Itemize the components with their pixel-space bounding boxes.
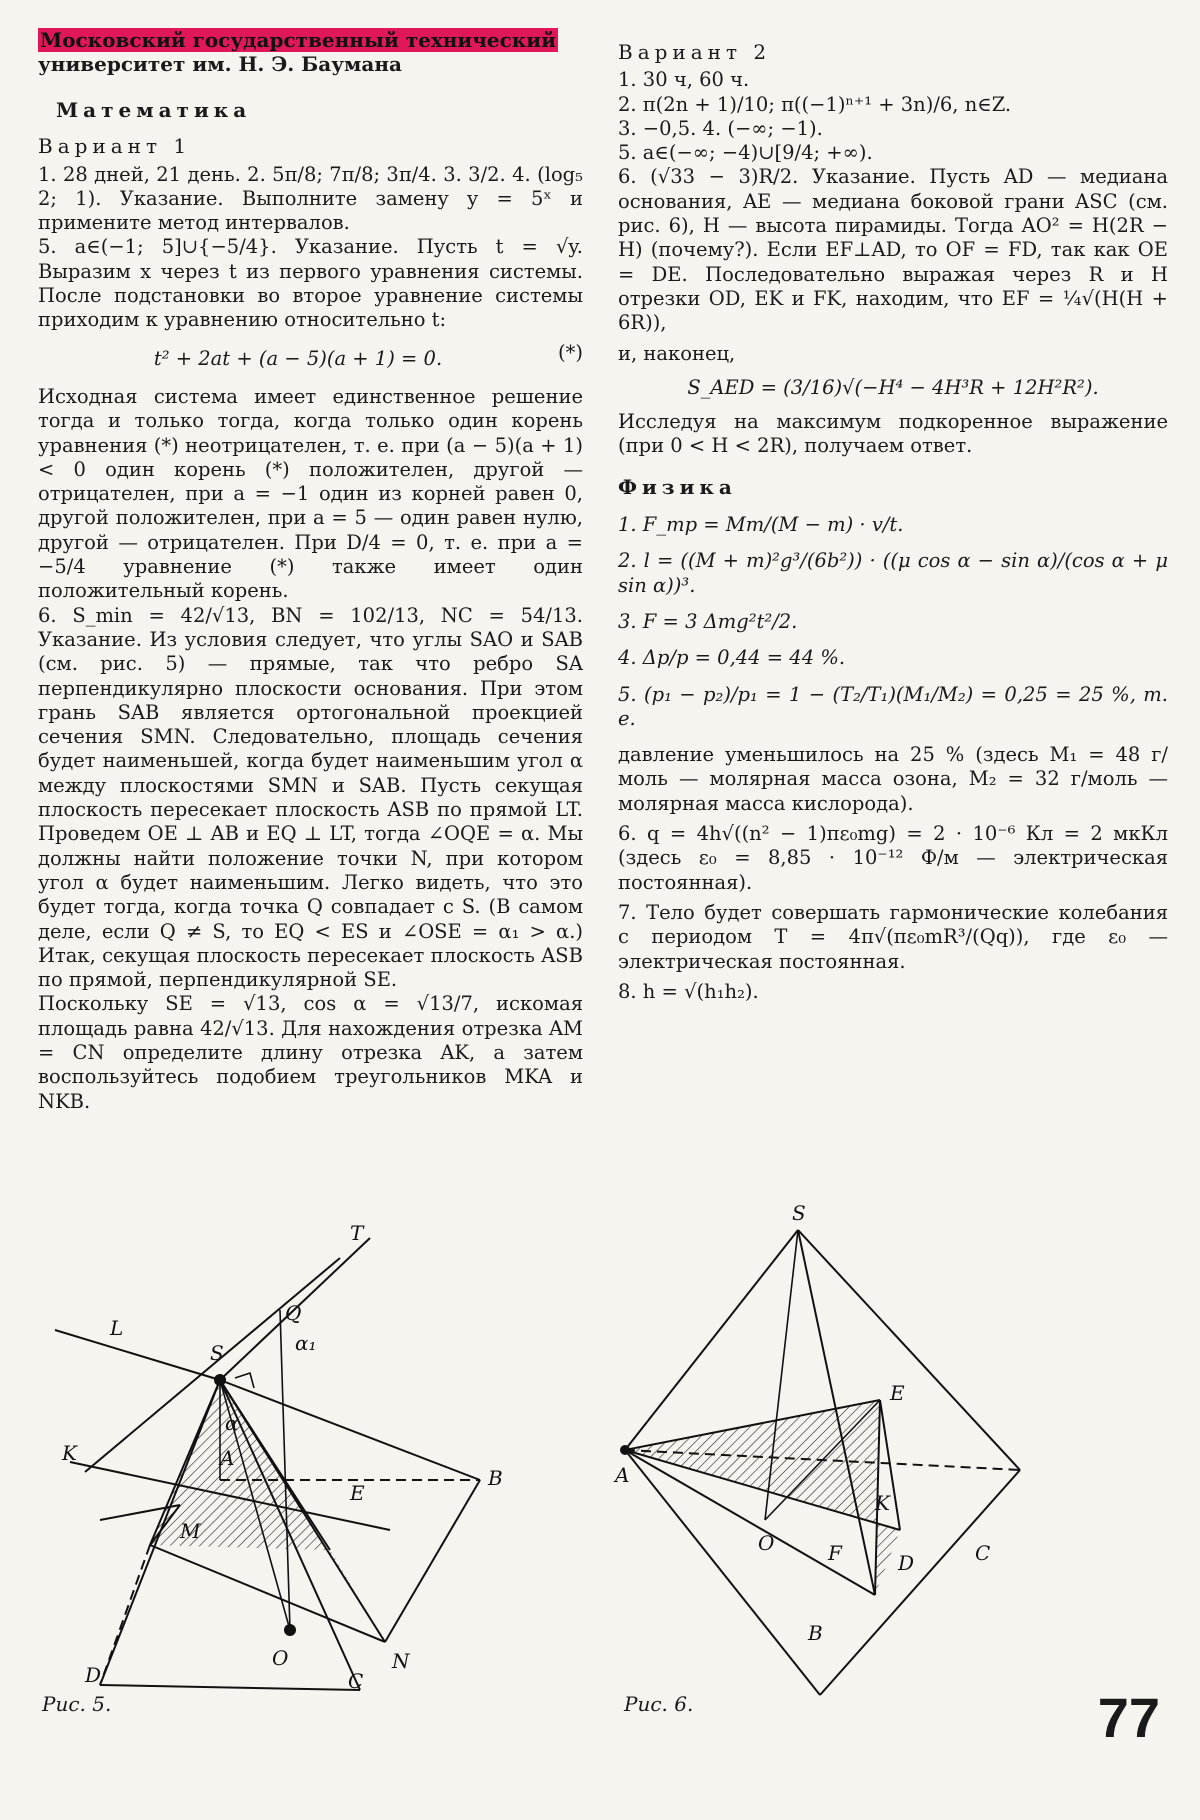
phys-answer-5-cont: давление уменьшилось на 25 % (здесь M₁ = 48 г/моль — молярная масса озона, M₂ = 32 г/моль — молярная масса кислорода). (618, 743, 1168, 815)
variant1-title: Вариант 1 (38, 134, 192, 159)
left-column (38, 28, 583, 1114)
v1-answer-5: 5. a∈(−1; 5]∪{−5/4}. Указание. Пусть t = √y. Выразим x через t из первого уравнения системы. После подстановки во второе уравнение системы приходим к уравнению относительно t: (38, 235, 583, 332)
figure-6-drawing (615, 1200, 1180, 1670)
fig5-label-Q: Q (285, 1301, 302, 1325)
institution-line-2: университет им. Н. Э. Баумана (38, 52, 402, 76)
institution-header (38, 28, 583, 76)
fig5-label-D: D (85, 1663, 102, 1687)
fig5-label-S: S (210, 1341, 224, 1365)
figure-6-caption: Рис. 6. (624, 1692, 694, 1716)
fig6-label-S: S (792, 1201, 806, 1225)
fig6-label-K: K (875, 1491, 890, 1515)
v2-answer-2: 2. π(2n + 1)/10; π((−1)ⁿ⁺¹ + 3n)/6, n∈Z. (618, 92, 1012, 116)
fig6-label-E: E (890, 1381, 905, 1405)
variant2-title: Вариант 2 (618, 40, 772, 64)
v1-answer-6-cont: Поскольку SE = √13, cos α = √13/7, искомая площадь равна 42/√13. Для нахождения отрезка AM = CN определите длину отрезка AK, а затем воспользуйтесь подобием треугольников MKA и NKB. (38, 992, 583, 1113)
right-column (618, 28, 1168, 1006)
v1-equation (38, 341, 583, 377)
fig5-label-L: L (110, 1316, 124, 1340)
phys-answer-1: 1. F_тр = Mm/(M − m) · v/t. (618, 513, 904, 537)
fig6-label-B: B (808, 1621, 823, 1645)
physics-section-title: Физика (618, 474, 737, 499)
v1-answer-5-cont: Исходная система имеет единственное решение тогда и только тогда, когда только один корень уравнения (*) неотрицателен, т. е. при (a − 5)(a + 1) < 0 один корень (*) положителен, другой — отрицателен, при a = −1 один из корней равен 0, другой положителен, при a = 5 — один равен нулю, другой — отрицателен. При D/4 = 0, т. е. при a = −5/4 уравнение (*) также имеет один положительный корень. (38, 384, 583, 603)
figure-5 (40, 1210, 600, 1716)
phys-answer-3: 3. F = 3 Δmg²t²/2. (618, 609, 798, 633)
fig5-label-M: M (180, 1519, 201, 1543)
v1-equation-mark: (*) (558, 340, 583, 364)
page-number: 77 (1097, 1686, 1160, 1749)
v1-equation-text: t² + 2at + (a − 5)(a + 1) = 0. (153, 346, 443, 370)
phys-answer-4: 4. Δp/p = 0,44 = 44 %. (618, 646, 846, 670)
physics-answers (618, 513, 1168, 1004)
math-section-title: Математика (56, 98, 252, 122)
v1-answer-6: 6. S_min = 42/√13, BN = 102/13, NC = 54/13. Указание. Из условия следует, что углы SAO и SAB (см. рис. 5) — прямые, так что ребро SA перпендикулярно плоскости основания. При этом грань SAB является ортогональной проекцией сечения SMN. Следовательно, площадь сечения будет наименьшей, когда будет наименьшим угол α между плоскостями SMN и SAB. Пусть секущая плоскость пересекает плоскость ASB по прямой LT. Проведем OE ⊥ AB и EQ ⊥ LT, тогда ∠OQE = α. Мы должны найти положение точки N, при котором угол α будет наименьшим. Легко видеть, что это будет тогда, когда точка Q совпадает с S. (В самом деле, если Q ≠ S, то EQ < ES и ∠OSE = α₁ > α.) Итак, секущая плоскость пересекает плоскость ASB по прямой, перпендикулярной SE. (38, 603, 583, 992)
phys-answer-5: 5. (p₁ − p₂)/p₁ = 1 − (T₂/T₁)(M₁/M₂) = 0,25 = 25 %, т. е. (618, 682, 1168, 730)
fig5-label-alpha: α (225, 1411, 239, 1435)
phys-answer-6: 6. q = 4h√((n² − 1)πε₀mg) = 2 · 10⁻⁶ Кл = 2 мкКл (здесь ε₀ = 8,85 · 10⁻¹² Ф/м — электрическая постоянная). (618, 822, 1168, 894)
fig5-label-O: O (272, 1646, 289, 1670)
fig6-label-A: A (615, 1463, 630, 1487)
phys-answer-8: 8. h = √(h₁h₂). (618, 979, 759, 1003)
fig6-label-D: D (898, 1551, 915, 1575)
fig5-label-T: T (350, 1221, 364, 1245)
v2-answer-6: 6. (√33 − 3)R/2. Указание. Пусть AD — медиана основания, AE — медиана боковой грани ASC (см. рис. 6), H — высота пирамиды. Тогда AO² = H(2R − H) (почему?). Если EF⊥AD, то OF = FD, так как OE = DE. Последовательно выражая через R и H отрезки OD, EK и FK, находим, что EF = ¼√(H(H + 6R)), (618, 165, 1168, 335)
fig6-label-O: O (758, 1531, 775, 1555)
fig5-label-C: C (348, 1669, 364, 1693)
v2-equation: S_AED = (3/16)√(−H⁴ − 4H³R + 12H²R²). (687, 375, 1099, 399)
v2-answer-6-cont: и, наконец, (618, 341, 736, 365)
fig6-label-F: F (828, 1541, 842, 1565)
v2-answer-5: 5. a∈(−∞; −4)∪[9/4; +∞). (618, 141, 873, 165)
fig5-label-N: N (392, 1649, 410, 1673)
fig5-label-E: E (350, 1481, 365, 1505)
v2-answer-6-end: Исследуя на максимум подкоренное выражение (при 0 < H < 2R), получаем ответ. (618, 410, 1168, 458)
fig6-label-C: C (975, 1541, 991, 1565)
figure-5-drawing (40, 1210, 600, 1693)
figure-6 (615, 1200, 1180, 1716)
v2-answer-1: 1. 30 ч, 60 ч. (618, 68, 750, 92)
fig5-label-B: B (488, 1466, 503, 1490)
fig5-label-K: K (62, 1441, 77, 1465)
phys-answer-7: 7. Тело будет совершать гармонические колебания с периодом T = 4π√(πε₀mR³/(Qq)), где ε₀ — электрическая постоянная. (618, 900, 1168, 973)
v1-answers-1-4: 1. 28 дней, 21 день. 2. 5π/8; 7π/8; 3π/4. 3. 3/2. 4. (log₅ 2; 1). Указание. Выполните замену y = 5ˣ и примените метод интервалов. (38, 162, 583, 235)
fig5-label-alpha1: α₁ (295, 1331, 317, 1355)
figure-5-caption: Рис. 5. (42, 1692, 112, 1716)
phys-answer-2: 2. l = ((M + m)²g³/(6b²)) · ((μ cos α − sin α)/(cos α + μ sin α))³. (618, 549, 1168, 597)
institution-line-1: Московский государственный технический (40, 28, 556, 52)
v2-answer-3-4: 3. −0,5. 4. (−∞; −1). (618, 116, 823, 140)
fig5-label-A: A (220, 1446, 235, 1470)
